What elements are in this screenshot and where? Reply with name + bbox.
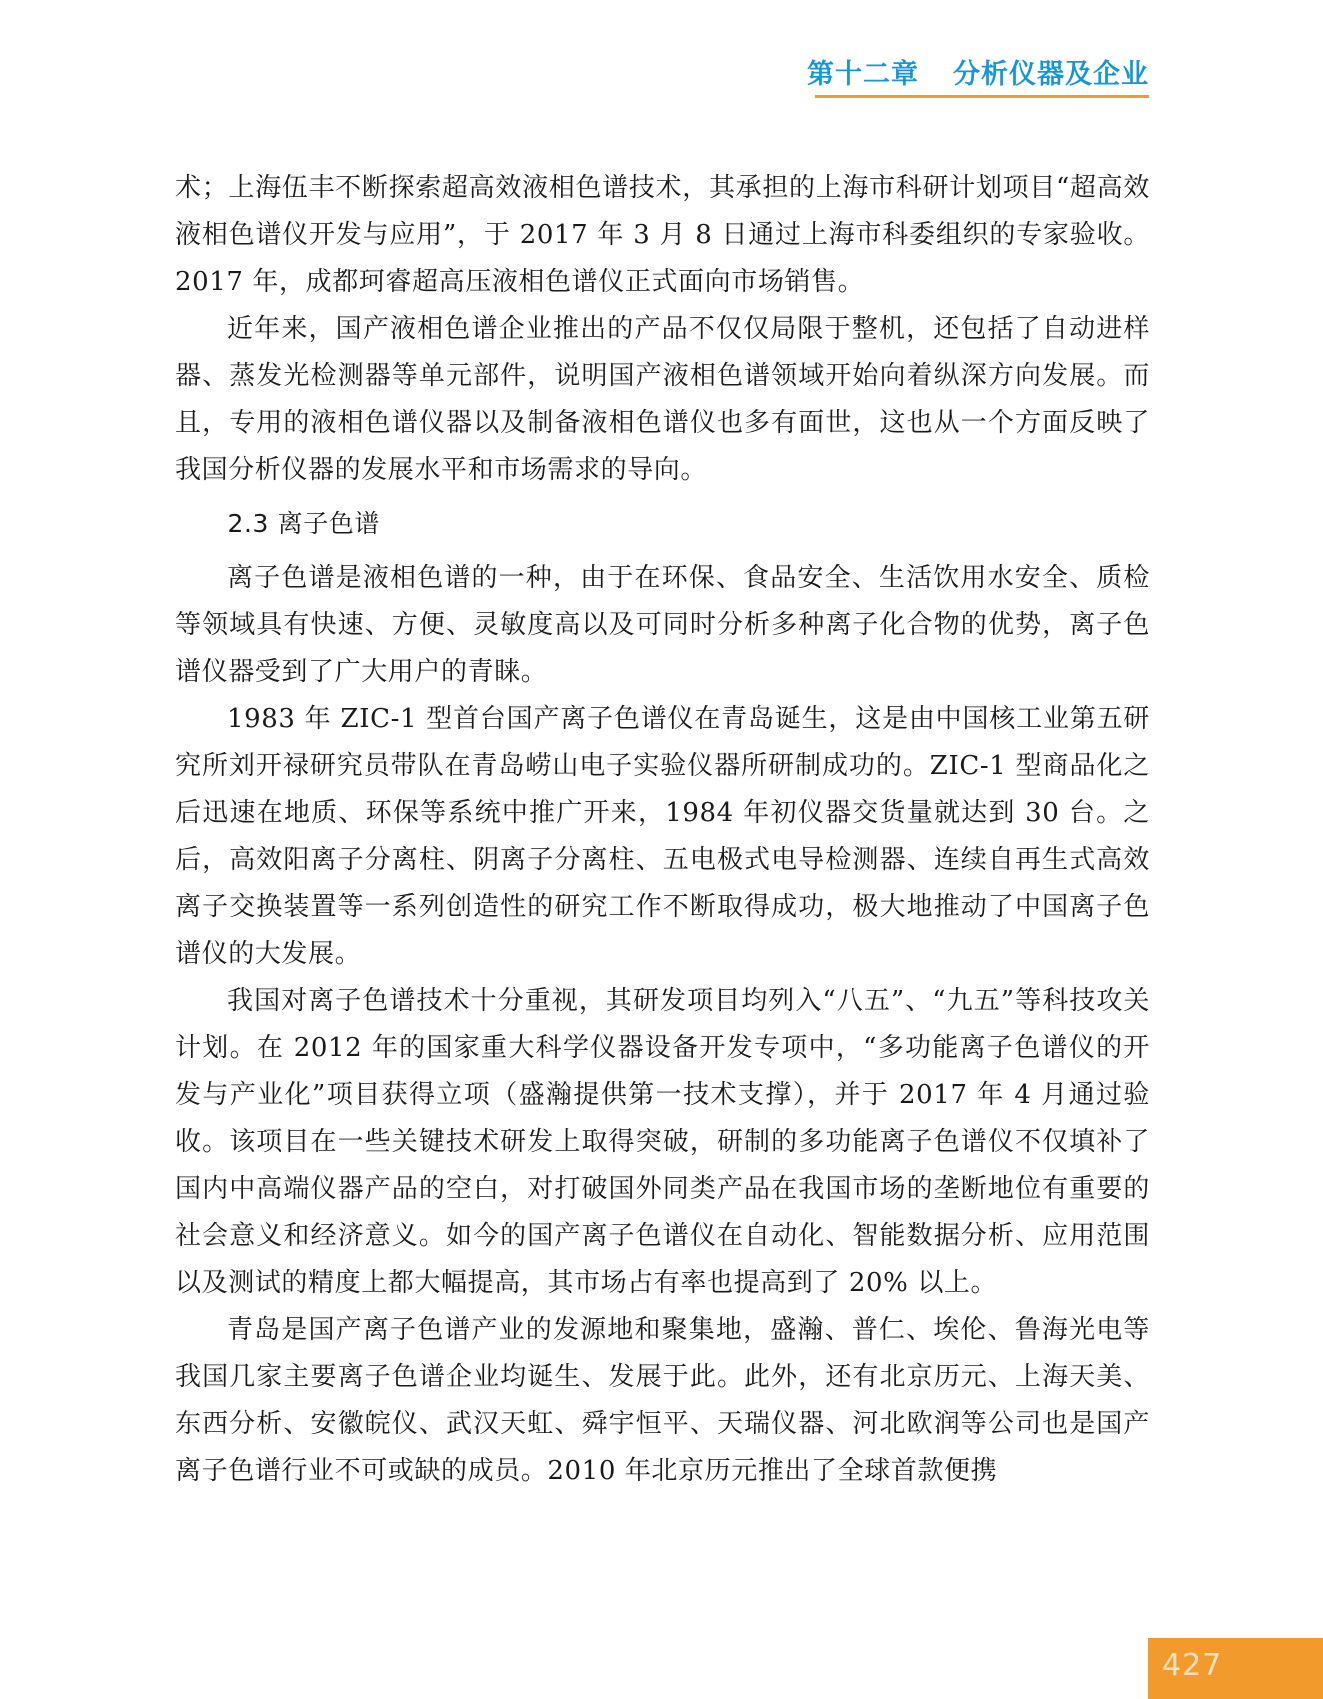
header-title: [807, 58, 1149, 92]
paragraph: 1983 年 ZIC-1 型首台国产离子色谱仪在青岛诞生，这是由中国核工业第五研究所刘开禄研究员带队在青岛崂山电子实验仪器所研制成功的。ZIC-1 型商品化之后迅速在地质、环保等系统中推广开来，1984 年初仪器交货量就达到 30 台。之后，高效阳离子分离柱、阴离子分离柱、五电极式电导检测器、连续自再生式高效离子交换装置等一系列创造性的研究工作不断取得成功，极大地推动了中国离子色谱仪的大发展。: [175, 704, 1150, 969]
page-number-tab: [1148, 1638, 1323, 1699]
chapter-label: 第十二章: [807, 59, 919, 90]
body-text: [175, 165, 1150, 1495]
section-heading: 2.3 离子色谱: [227, 509, 381, 538]
header-underline: [815, 95, 1149, 98]
paragraph: 我国对离子色谱技术十分重视，其研发项目均列入“八五”、“九五”等科技攻关计划。在 2012 年的国家重大科学仪器设备开发专项中，“多功能离子色谱仪的开发与产业化”项目获得立项（盛瀚提供第一技术支撑），并于 2017 年 4 月通过验收。该项目在一些关键技术研发上取得突破，研制的多功能离子色谱仪不仅填补了国内中高端仪器产品的空白，对打破国外同类产品在我国市场的垄断地位有重要的社会意义和经济意义。如今的国产离子色谱仪在自动化、智能数据分析、应用范围以及测试的精度上都大幅提高，其市场占有率也提高到了 20% 以上。: [175, 986, 1150, 1298]
paragraph-continuation: 术；上海伍丰不断探索超高效液相色谱技术，其承担的上海市科研计划项目“超高效液相色谱仪开发与应用”，于 2017 年 3 月 8 日通过上海市科委组织的专家验收。2017 年，成都珂睿超高压液相色谱仪正式面向市场销售。: [175, 173, 1150, 297]
paragraph: 近年来，国产液相色谱企业推出的产品不仅仅局限于整机，还包括了自动进样器、蒸发光检测器等单元部件，说明国产液相色谱领域开始向着纵深方向发展。而且，专用的液相色谱仪器以及制备液相色谱仪也多有面世，这也从一个方面反映了我国分析仪器的发展水平和市场需求的导向。: [175, 314, 1150, 485]
paragraph: 青岛是国产离子色谱产业的发源地和聚集地，盛瀚、普仁、埃伦、鲁海光电等我国几家主要离子色谱企业均诞生、发展于此。此外，还有北京历元、上海天美、东西分析、安徽皖仪、武汉天虹、舜宇恒平、天瑞仪器、河北欧润等公司也是国产离子色谱行业不可或缺的成员。2010 年北京历元推出了全球首款便携: [175, 1315, 1150, 1486]
running-header: [807, 58, 1149, 98]
page-number: 427: [1162, 1648, 1223, 1683]
chapter-title: 分析仪器及企业: [953, 59, 1149, 90]
paragraph: 离子色谱是液相色谱的一种，由于在环保、食品安全、生活饮用水安全、质检等领域具有快速、方便、灵敏度高以及可同时分析多种离子化合物的优势，离子色谱仪器受到了广大用户的青睐。: [175, 563, 1150, 687]
